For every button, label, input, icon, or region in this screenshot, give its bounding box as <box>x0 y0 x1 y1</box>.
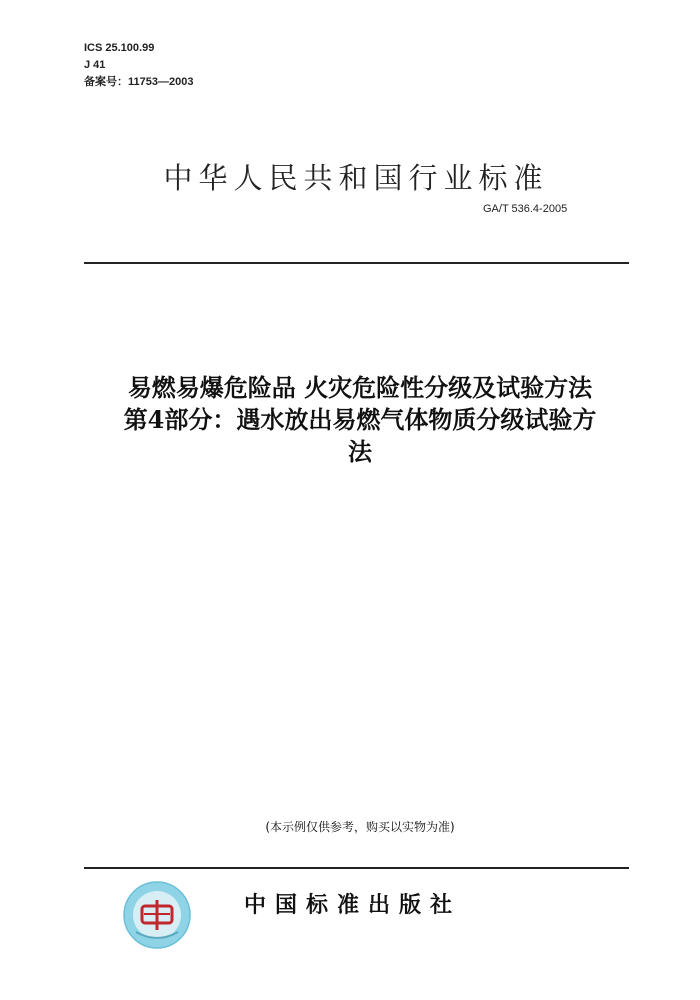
standard-category-heading: 中华人民共和国行业标准 <box>163 161 549 195</box>
classification-code: J 41 <box>84 59 106 71</box>
ics-code: ICS 25.100.99 <box>84 42 155 54</box>
publisher-seal-icon <box>122 880 192 950</box>
top-divider <box>84 262 629 264</box>
publisher-name: 中国标准出版社 <box>244 893 462 918</box>
record-number: 备案号：11753—2003 <box>84 76 194 88</box>
document-title-line-1: 易燃易爆危险品 火灾危险性分级及试验方法 <box>127 373 593 402</box>
document-title-line-2: 第4部分：遇水放出易燃气体物质分级试验方 <box>123 405 597 434</box>
document-title-line-3: 法 <box>348 437 372 466</box>
bottom-divider <box>84 867 629 869</box>
document-metadata <box>84 40 193 91</box>
standard-number: GA/T 536.4-2005 <box>483 203 568 215</box>
document-title <box>60 372 660 468</box>
sample-note: (本示例仅供参考，购买以实物为准) <box>265 820 455 834</box>
